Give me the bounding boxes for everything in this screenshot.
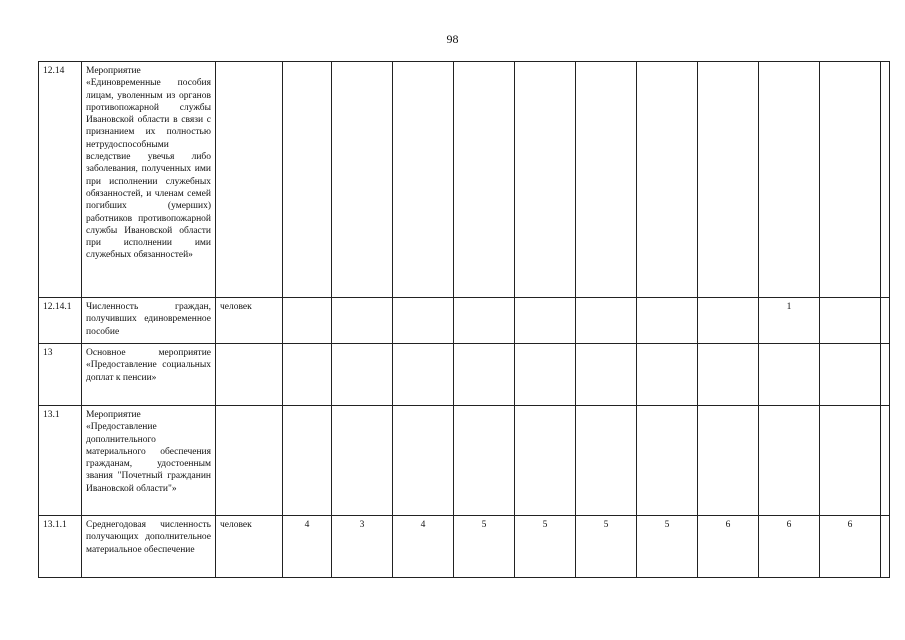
value-cell: [576, 62, 637, 298]
value-cell: [698, 298, 759, 344]
value-cell: [332, 406, 393, 516]
row-unit: [216, 344, 283, 406]
table-row: [39, 298, 890, 344]
value-cell: [881, 298, 890, 344]
value-cell: [820, 62, 881, 298]
value-cell: [283, 62, 332, 298]
table-row: [39, 62, 890, 298]
row-number: 13: [39, 344, 82, 406]
value-cell: [393, 344, 454, 406]
value-cell: [637, 344, 698, 406]
value-cell: [515, 344, 576, 406]
row-description: Мероприятие «Предоставление дополнительного материального обеспечения гражданам, удостоенным звания "Почетный гражданин Ивановской области"»: [82, 406, 216, 516]
value-cell: [454, 62, 515, 298]
value-cell: [820, 344, 881, 406]
value-cell: 3: [332, 516, 393, 578]
value-cell: 5: [454, 516, 515, 578]
row-number: 13.1.1: [39, 516, 82, 578]
value-cell: [393, 62, 454, 298]
page-number: 98: [446, 32, 459, 46]
row-description: Основное мероприятие «Предоставление социальных доплат к пенсии»: [82, 344, 216, 406]
indicator-table: [38, 61, 890, 578]
value-cell: [698, 344, 759, 406]
value-cell: [283, 298, 332, 344]
row-description: Мероприятие «Единовременные пособия лицам, уволенным из органов противопожарной службы Ивановской области в связи с признанием их полностью нетрудоспособными вследствие увечья либо заболевания, полученных ими при исполнении служебных обязанностей, и членам семей погибших (умерших) работников противопожарной службы Ивановской области при исполнении ими служебных обязанностей»: [82, 62, 216, 298]
row-description: Численность граждан, получивших единовременное пособие: [82, 298, 216, 344]
value-cell: [332, 62, 393, 298]
table-row: [39, 516, 890, 578]
value-cell: 4: [393, 516, 454, 578]
value-cell: [820, 298, 881, 344]
value-cell: [881, 62, 890, 298]
row-number: 12.14: [39, 62, 82, 298]
row-unit: человек: [216, 298, 283, 344]
row-description: Среднегодовая численность получающих дополнительное материальное обеспечение: [82, 516, 216, 578]
value-cell: [454, 344, 515, 406]
value-cell: [332, 298, 393, 344]
value-cell: [515, 406, 576, 516]
value-cell: [283, 406, 332, 516]
value-cell: [576, 344, 637, 406]
value-cell: 5: [576, 516, 637, 578]
value-cell: [576, 406, 637, 516]
value-cell: [576, 298, 637, 344]
value-cell: 1: [759, 298, 820, 344]
table-row: [39, 406, 890, 516]
value-cell: [637, 62, 698, 298]
value-cell: [698, 406, 759, 516]
value-cell: [332, 344, 393, 406]
value-cell: 5: [637, 516, 698, 578]
value-cell: 6: [698, 516, 759, 578]
value-cell: [820, 406, 881, 516]
row-unit: [216, 62, 283, 298]
value-cell: 4: [283, 516, 332, 578]
value-cell: [759, 406, 820, 516]
value-cell: [637, 298, 698, 344]
row-unit: человек: [216, 516, 283, 578]
value-cell: 6: [759, 516, 820, 578]
value-cell: [393, 406, 454, 516]
value-cell: [515, 298, 576, 344]
value-cell: [454, 298, 515, 344]
value-cell: 5: [515, 516, 576, 578]
value-cell: [881, 344, 890, 406]
value-cell: 6: [820, 516, 881, 578]
value-cell: [515, 62, 576, 298]
value-cell: [637, 406, 698, 516]
value-cell: [454, 406, 515, 516]
value-cell: [881, 516, 890, 578]
value-cell: [283, 344, 332, 406]
value-cell: [759, 62, 820, 298]
row-number: 12.14.1: [39, 298, 82, 344]
value-cell: [698, 62, 759, 298]
table-row: [39, 344, 890, 406]
value-cell: [393, 298, 454, 344]
value-cell: [759, 344, 820, 406]
row-unit: [216, 406, 283, 516]
row-number: 13.1: [39, 406, 82, 516]
value-cell: [881, 406, 890, 516]
